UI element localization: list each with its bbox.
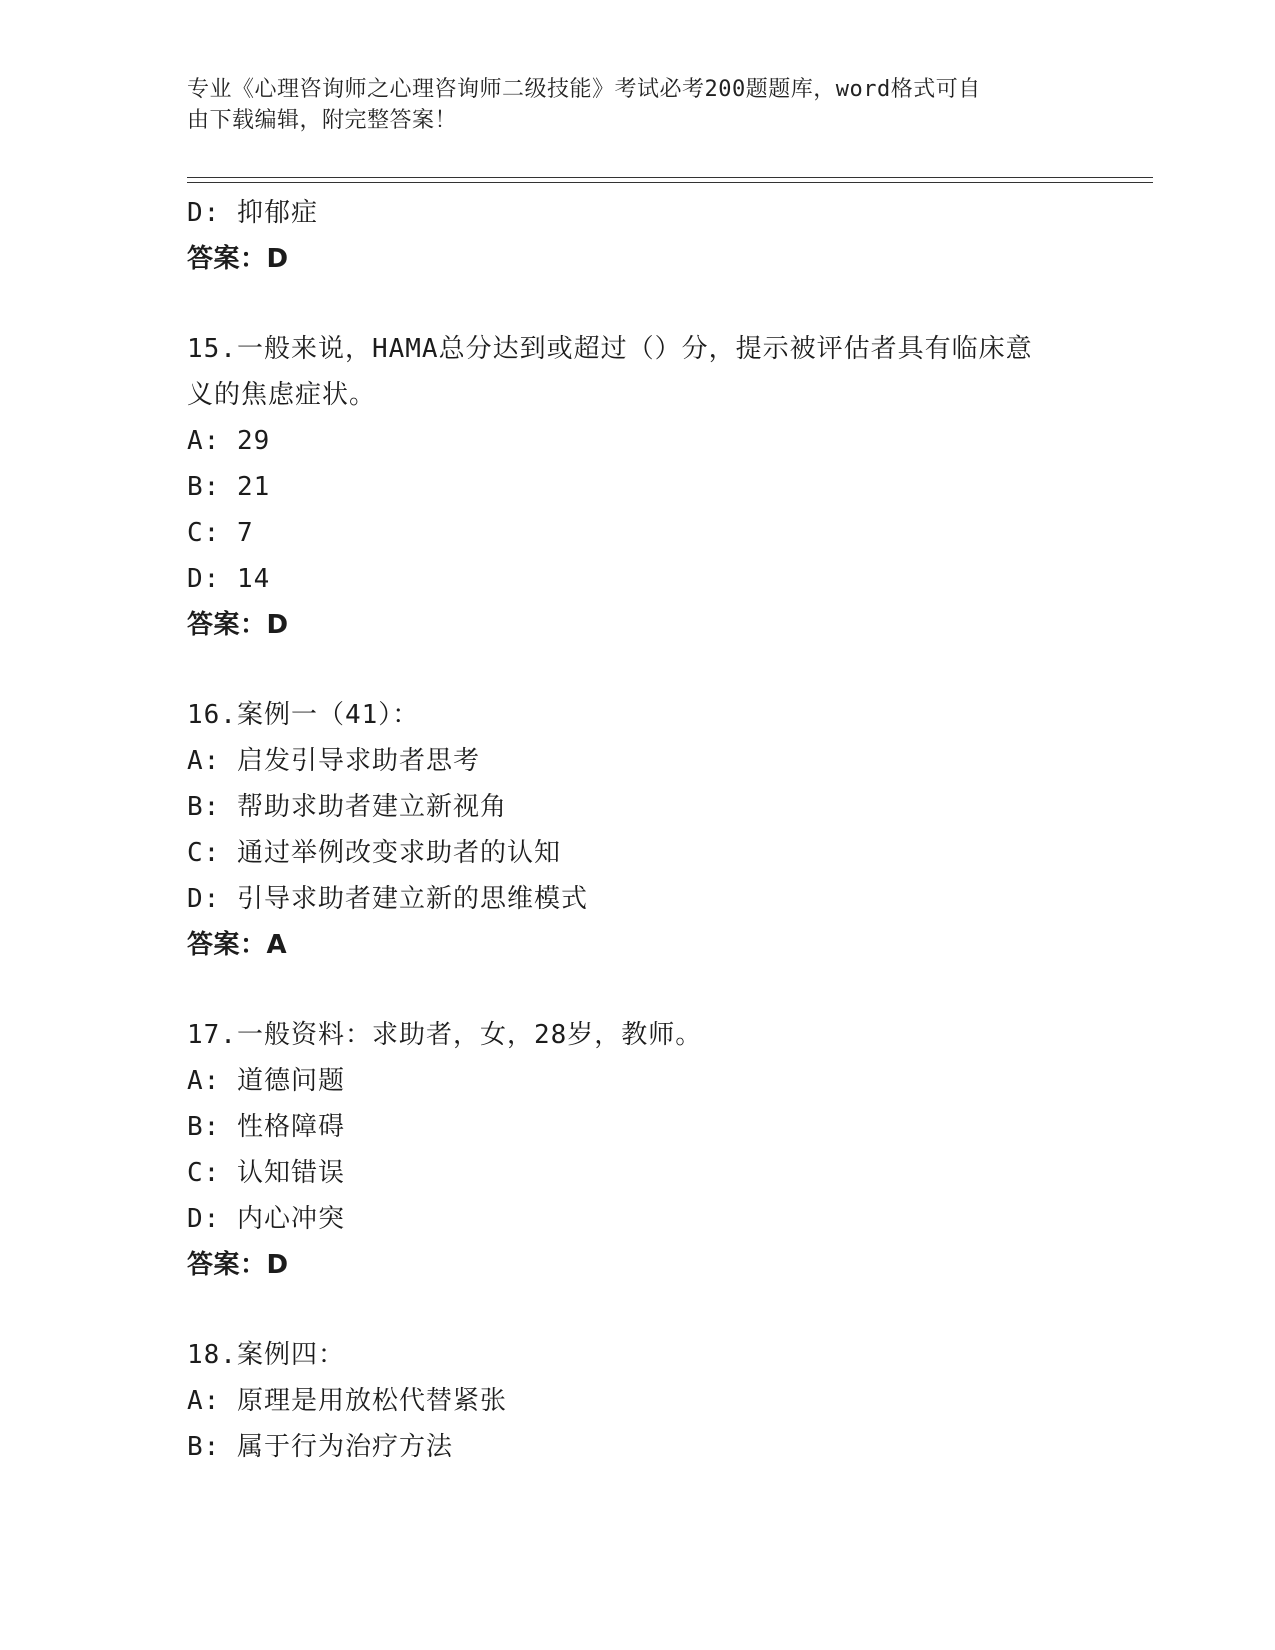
option-c: C: 7: [187, 518, 254, 548]
answer-line: 答案：D: [187, 244, 289, 274]
question-18: [187, 1332, 1153, 1470]
option-a: A: 原理是用放松代替紧张: [187, 1386, 507, 1416]
question-15: [187, 326, 1153, 648]
option-b: B: 21: [187, 472, 271, 502]
question-16: [187, 692, 1153, 968]
option-d: D: 抑郁症: [187, 198, 318, 228]
option-b: B: 属于行为治疗方法: [187, 1432, 453, 1462]
option-d: D: 内心冲突: [187, 1204, 345, 1234]
question-stem-line-2: 义的焦虑症状。: [187, 380, 377, 410]
header-line-1: 专业《心理咨询师之心理咨询师二级技能》考试必考200题题库，word格式可自: [187, 77, 981, 102]
answer-line: 答案：A: [187, 930, 288, 960]
option-a: A: 29: [187, 426, 271, 456]
answer-line: 答案：D: [187, 1250, 289, 1280]
header-divider-top: [187, 177, 1153, 178]
answer-line: 答案：D: [187, 610, 289, 640]
question-stem-line-1: 18.案例四：: [187, 1340, 345, 1370]
question-17: [187, 1012, 1153, 1288]
option-a: A: 启发引导求助者思考: [187, 746, 480, 776]
option-d: D: 引导求助者建立新的思维模式: [187, 884, 588, 914]
question-stem-line-1: 17.一般资料：求助者，女，28岁，教师。: [187, 1020, 703, 1050]
document-header: [187, 74, 1067, 136]
question-list: [187, 190, 1153, 1470]
question-stem-line-1: 15.一般来说，HAMA总分达到或超过（）分，提示被评估者具有临床意: [187, 334, 1033, 364]
question-stem-line-1: 16.案例一（41）：: [187, 700, 420, 730]
option-b: B: 性格障碍: [187, 1112, 345, 1142]
option-b: B: 帮助求助者建立新视角: [187, 792, 507, 822]
option-d: D: 14: [187, 564, 271, 594]
header-line-2: 由下载编辑，附完整答案！: [187, 108, 458, 133]
option-c: C: 通过举例改变求助者的认知: [187, 838, 561, 868]
option-a: A: 道德问题: [187, 1066, 345, 1096]
header-divider-bottom: [187, 182, 1153, 183]
option-c: C: 认知错误: [187, 1158, 345, 1188]
